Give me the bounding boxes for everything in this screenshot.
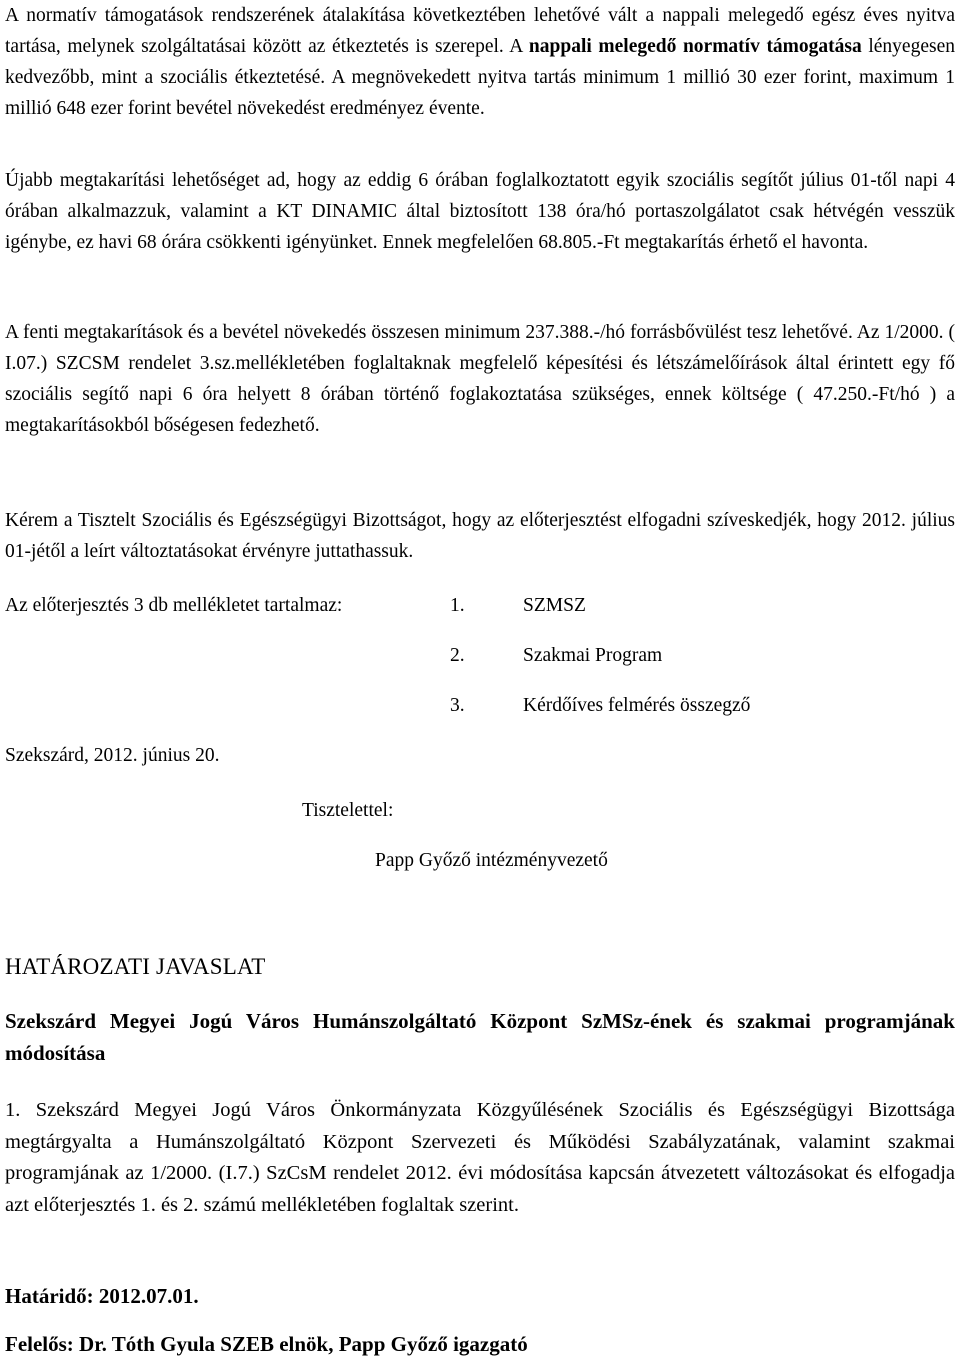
closing-regards: Tisztelettel:: [302, 800, 394, 821]
intro-bold-text: nappali melegedő normatív támogatása: [528, 36, 862, 57]
attachment-number: 1.: [450, 595, 465, 616]
attachment-name: SZMSZ: [523, 595, 586, 616]
intro-paragraph: [5, 0, 955, 124]
saving-paragraph: Újabb megtakarítási lehetőséget ad, hogy az eddig 6 órában foglalkoztatott egyik szociális segítőt július 01-től napi 4 órában alkalmazzuk, valamint a KT DINAMIC által biztosított 138 óra/hó portaszolgálatot csak hétvégén vesszük igénybe, ez havi 68 órára csökkenti igényünket. Ennek megfelelően 68.805.-Ft megtakarítás érhető el havonta.: [5, 170, 955, 253]
attachment-number: 2.: [450, 645, 465, 666]
resolution-deadline: Határidő: 2012.07.01.: [5, 1284, 199, 1308]
attachment-name: Kérdőíves felmérés összegző: [523, 695, 751, 716]
intro-text-2: lényegesen kedvezőbb, mint a szociális étkeztetésé. A megnövekedett nyitva tartás minimum 1 millió 30 ezer forint, maximum 1 millió 648 ezer forint bevétel növekedést eredményez évente.: [5, 36, 955, 119]
attachment-number: 3.: [450, 695, 465, 716]
total-paragraph: A fenti megtakarítások és a bevétel növekedés összesen minimum 237.388.-/hó forrásbővülést tesz lehetővé. Az 1/2000. ( I.07.) SZCSM rendelet 3.sz.mellékletében foglaltaknak megfelelő képesítési és létszámelőírások által érintett egy fő szociális segítő napi 6 óra helyett 8 órában történő foglakoztatása szükséges, ennek költsége ( 47.250.-Ft/hó ) a megtakarításokból bőségesen fedezhető.: [5, 322, 955, 436]
resolution-responsible: Felelős: Dr. Tóth Gyula SZEB elnök, Papp Győző igazgató: [5, 1332, 528, 1356]
intro-text-1: A normatív támogatások rendszerének átalakítása következtében lehetővé vált a nappali melegedő egész éves nyitva tartása, melynek szolgáltatásai között az étkeztetés is szerepel. A: [5, 5, 955, 57]
resolution-body: 1. Szekszárd Megyei Jogú Város Önkormányzata Közgyűlésének Szociális és Egészségügyi Bizottsága megtárgyalta a Humánszolgáltató Központ Szervezeti és Működési Szabályzatának, valamint szakmai programjának az 1/2000. (I.7.) SzCsM rendelet 2012. évi módosítása kapcsán átvezetett változásokat és elfogadja azt előterjesztés 1. és 2. számú mellékletében foglaltak szerint.: [5, 1099, 955, 1216]
request-paragraph: Kérem a Tisztelt Szociális és Egészségügyi Bizottságot, hogy az előterjesztést elfogadni szíveskedjék, hogy 2012. július 01-jétől a leírt változtatásokat érvényre juttathassuk.: [5, 510, 955, 562]
resolution-heading: HATÁROZATI JAVASLAT: [5, 954, 266, 979]
signer-name: Papp Győző intézményvezető: [375, 850, 608, 871]
place-and-date: Szekszárd, 2012. június 20.: [5, 745, 220, 766]
attachment-name: Szakmai Program: [523, 645, 663, 666]
resolution-title: Szekszárd Megyei Jogú Város Humánszolgáltató Központ SzMSz-ének és szakmai programjának módosítása: [5, 1009, 955, 1065]
attachments-intro: Az előterjesztés 3 db mellékletet tartalmaz:: [5, 595, 343, 616]
